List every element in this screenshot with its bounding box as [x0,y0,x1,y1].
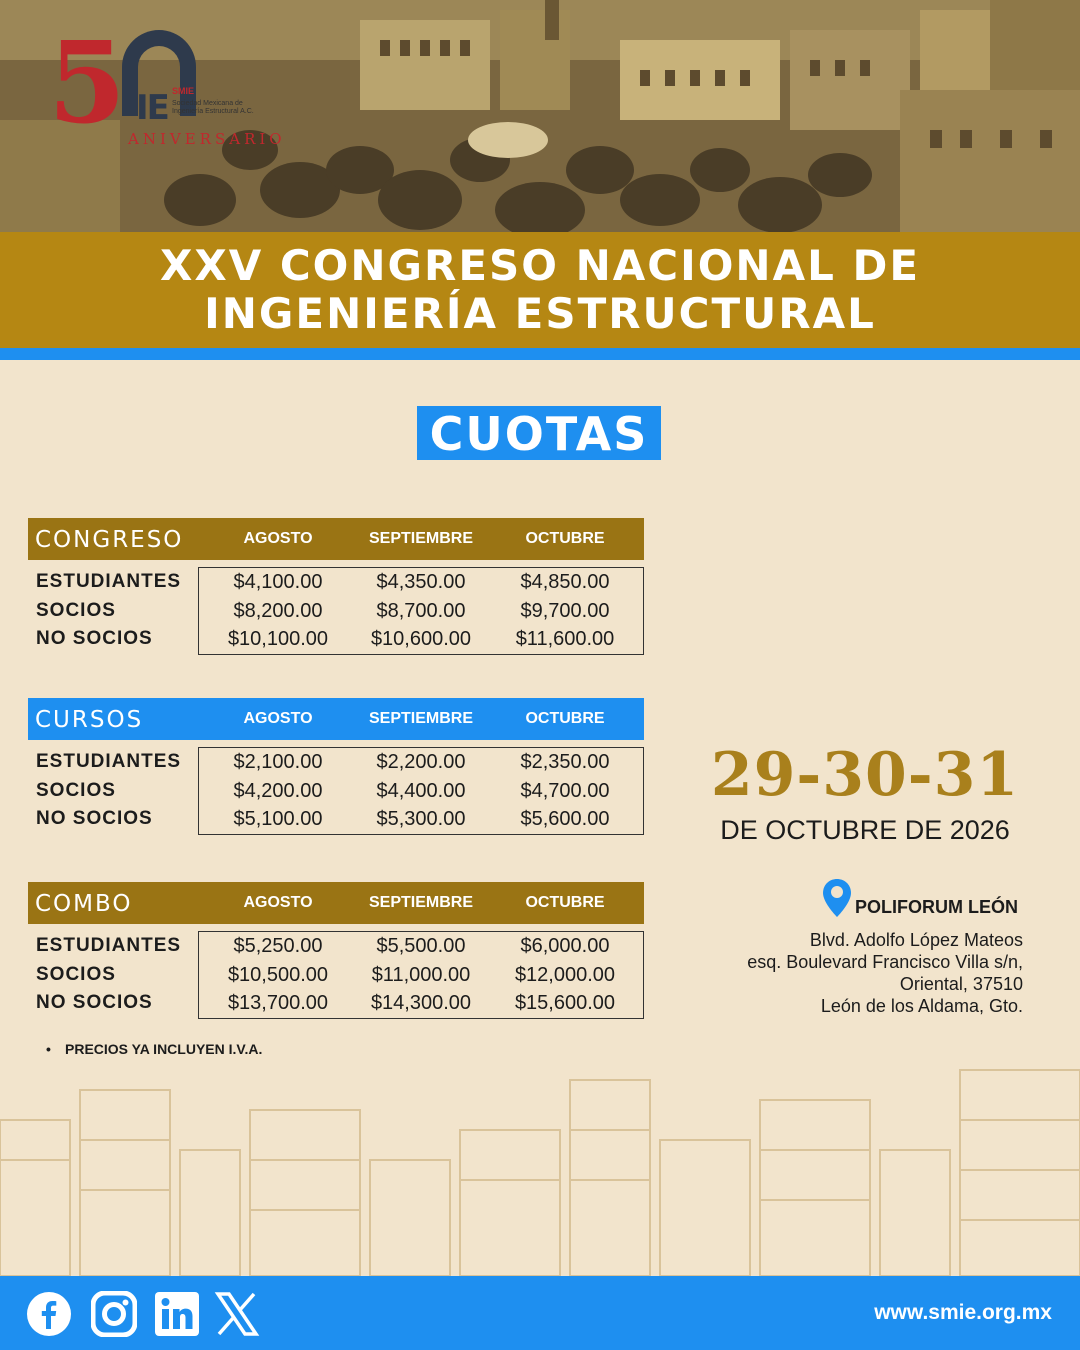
facebook-icon[interactable] [26,1291,72,1337]
price-cell: $8,200.00 [233,599,323,622]
address-line: esq. Boulevard Francisco Villa s/n, [747,952,1023,972]
congress-title-line-1: XXV CONGRESO NACIONAL DE [159,241,921,290]
event-month-year: DE OCTUBRE DE 2026 [720,815,1010,845]
price-cell: $4,200.00 [233,779,323,802]
price-cell: $2,100.00 [233,751,323,773]
row-label: ESTUDIANTES [36,935,182,956]
table-row [36,568,644,596]
column-header: SEPTIEMBRE [368,710,473,727]
price-cell: $4,350.00 [376,571,466,593]
logo-smie: SMIE [172,86,195,96]
row-label: NO SOCIOS [36,808,153,829]
column-header: AGOSTO [243,710,313,727]
location-pin-icon [822,878,852,918]
divider-line [0,348,1080,360]
fee-table-header [28,698,644,740]
column-header: OCTUBRE [525,530,605,547]
fee-table-header [28,882,644,924]
price-cell: $5,300.00 [376,808,466,830]
price-cell: $15,600.00 [514,992,616,1014]
price-cell: $9,700.00 [520,599,610,622]
event-dates: 29-30-31 [710,740,1020,810]
column-header: OCTUBRE [525,894,605,911]
anniversary-logo [44,18,286,158]
price-cell: $10,500.00 [227,963,329,986]
logo-anniversary: ANIVERSARIO [128,130,286,148]
address-line: León de los Aldama, Gto. [820,996,1023,1016]
column-header: AGOSTO [243,530,313,547]
congress-title-line-2: INGENIERÍA ESTRUCTURAL [204,289,876,338]
column-header: SEPTIEMBRE [368,894,473,911]
linkedin-icon[interactable] [154,1291,200,1337]
congress-title-band [0,232,1080,348]
table-row [36,625,644,653]
fee-table-name: CURSOS [35,707,144,733]
skyline-illustration [0,1060,1080,1276]
price-cell: $2,200.00 [376,751,466,773]
price-cell: $5,250.00 [233,935,323,957]
price-cell: $5,100.00 [233,808,323,830]
price-cell: $10,600.00 [370,628,472,650]
price-cell: $2,350.00 [520,751,610,773]
row-label: ESTUDIANTES [36,571,182,592]
section-title: CUOTAS [417,406,661,460]
price-cell: $4,100.00 [233,571,323,593]
logo-society: Sociedad Mexicana de Ingeniería Estructural A.C. [172,100,254,115]
price-cell: $8,700.00 [376,599,466,622]
footer-bar [0,1276,1080,1350]
venue-address [747,929,1023,1017]
venue-name: POLIFORUM LEÓN [855,897,1018,917]
table-row [36,989,644,1017]
fee-table-header [28,518,644,560]
column-header: OCTUBRE [525,710,605,727]
fee-table-1 [28,698,644,836]
instagram-icon[interactable] [91,1291,137,1337]
row-label: ESTUDIANTES [36,751,182,772]
header-photo [0,0,1080,232]
price-cell: $12,000.00 [514,963,616,986]
fee-table-2 [28,882,644,1020]
price-cell: $4,850.00 [520,571,610,593]
tax-note [48,1041,262,1057]
column-header: AGOSTO [243,894,313,911]
price-cell: $13,700.00 [227,992,329,1014]
table-row [36,932,644,960]
price-cell: $5,600.00 [520,808,610,830]
row-label: SOCIOS [36,599,116,621]
fee-table-name: CONGRESO [35,527,184,553]
table-row [36,597,644,625]
table-row [36,805,644,833]
tax-note-text: PRECIOS YA INCLUYEN I.V.A. [65,1041,263,1057]
address-line: Oriental, 37510 [899,974,1023,994]
x-icon[interactable] [214,1291,260,1337]
address-line: Blvd. Adolfo López Mateos [809,930,1023,950]
fee-table-name: COMBO [35,891,133,917]
logo-ie: IE [136,88,168,128]
row-label: SOCIOS [36,963,116,985]
website-link[interactable]: www.smie.org.mx [874,1301,1052,1324]
fee-table-body [28,740,644,836]
fee-table-0 [28,518,644,656]
row-label: NO SOCIOS [36,992,153,1013]
price-cell: $11,600.00 [515,628,615,650]
price-cell: $10,100.00 [227,628,329,650]
column-header: SEPTIEMBRE [368,530,473,547]
table-row [36,748,644,776]
price-cell: $5,500.00 [376,935,466,957]
price-cell: $4,400.00 [376,779,466,802]
logo-number: 5 [48,18,126,149]
price-cell: $4,700.00 [520,779,610,802]
price-cell: $6,000.00 [520,935,610,957]
row-label: SOCIOS [36,779,116,801]
price-cell: $14,300.00 [370,992,472,1014]
fee-table-body [28,924,644,1020]
fee-table-body [28,560,644,656]
table-row [36,777,644,805]
price-cell: $11,000.00 [371,963,471,986]
table-row [36,961,644,989]
row-label: NO SOCIOS [36,628,153,649]
